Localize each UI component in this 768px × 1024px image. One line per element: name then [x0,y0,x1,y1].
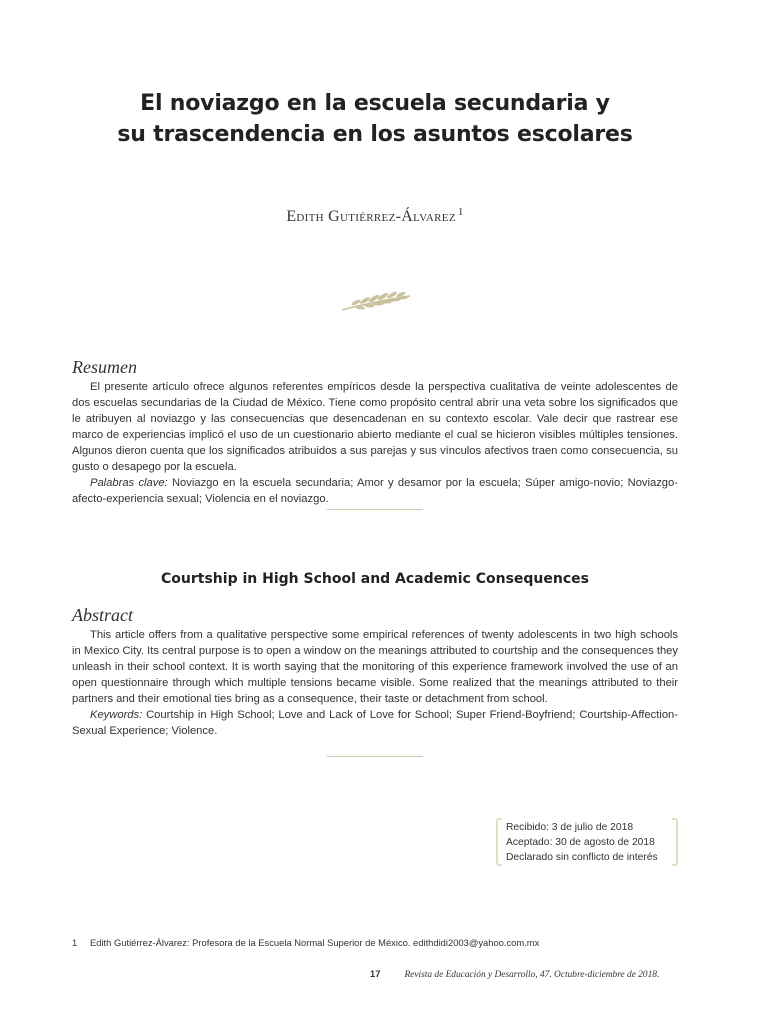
author-line [60,206,690,226]
author-footnote-mark: 1 [457,206,464,218]
footnote-number: 1 [72,937,78,948]
abstract-keywords-text: Courtship in High School; Love and Lack of Love for School; Super Friend-Boyfriend; Courtship-Affection-Sexual Experience; Violence. [72,709,678,737]
footnote [72,937,539,948]
abstract-paragraph: This article offers from a qualitative perspective some empirical references of twenty adolescents in two high schools in Mexico City. Its central purpose is to open a window on the meanings attributed to courtship and the consequences they unleash in their school context. It is worth saying that the monitoring of this experience framework involved the use of an open questionnaire through which multiple tensions became visible. Some realized that the meanings attributed to their partners and their emotional ties bring as a consequence, their taste or detachment from school. [72,629,678,705]
resumen-keywords [72,475,678,507]
resumen-keywords-text: Noviazgo en la escuela secundaria; Amor y desamor por la escuela; Súper amigo-novio; Noviazgo-afecto-experiencia sexual; Violencia en el noviazgo. [72,477,678,505]
abstract-keywords [72,707,678,739]
separator-rule [327,509,423,510]
article-title-line-1: El noviazgo en la escuela secundaria y [140,91,610,116]
resumen-keywords-label: Palabras clave: [90,477,168,489]
abstract-body [72,627,678,739]
english-title: Courtship in High School and Academic Consequences [161,571,589,587]
submission-dates-box [496,818,678,864]
conflict-statement: Declarado sin conflicto de interés [506,852,658,863]
separator-rule [327,756,423,757]
accepted-date: Aceptado: 30 de agosto de 2018 [506,837,655,848]
left-bracket [496,818,502,866]
wheat-sprig-icon [340,288,412,314]
journal-citation: Revista de Educación y Desarrollo, 47. Octubre-diciembre de 2018. [404,970,660,980]
abstract-heading: Abstract [72,605,133,625]
footnote-text: Edith Gutiérrez-Álvarez: Profesora de la Escuela Normal Superior de México. edithdidi2003@yahoo.com.mx [90,937,540,948]
page-number: 17 [370,968,381,979]
abstract-keywords-label: Keywords: [90,709,143,721]
resumen-paragraph: El presente artículo ofrece algunos referentes empíricos desde la perspectiva cualitativa de veinte adolescentes de dos escuelas secundarias de la Ciudad de México. Tiene como propósito central abrir una veta sobre los significados que le atribuyen al noviazgo y las consecuencias que desencadenan en su contexto escolar. Vale decir que rastrear ese marco de experiencias implicó el uso de un cuestionario abierto mediante el cual se hicieron visibles múltiples tensiones. Algunos dieron cuenta que los significados atribuidos a sus parejas y sus vínculos afectivos traen como consecuencia, su gusto o desapego por la escuela. [72,381,678,473]
resumen-body [72,379,678,507]
received-date: Recibido: 3 de julio de 2018 [506,822,634,833]
page-footer [370,968,659,980]
article-title-line-2: su trascendencia en los asuntos escolares [117,122,633,147]
article-title [60,88,690,150]
resumen-heading: Resumen [72,357,137,377]
author-name: Edith Gutiérrez-Álvarez [286,208,456,225]
right-bracket [672,818,678,866]
